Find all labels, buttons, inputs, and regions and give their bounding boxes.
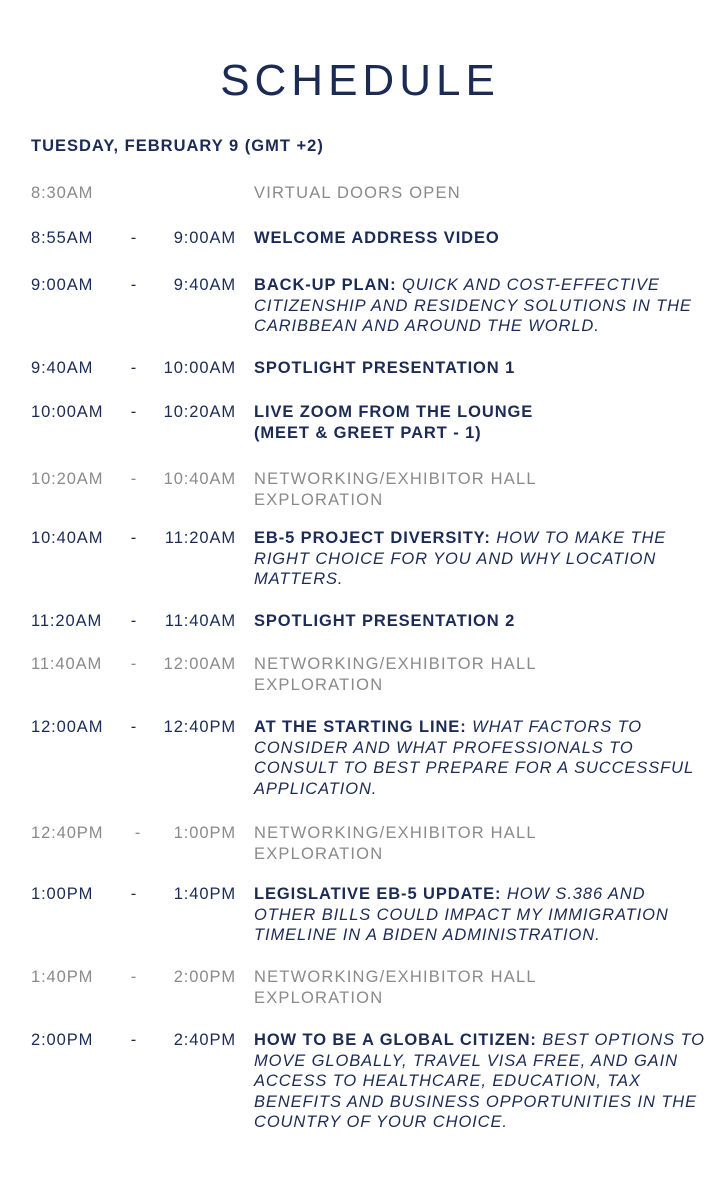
start-time: 8:30AM (31, 184, 94, 202)
start-time: 9:00AM (31, 276, 94, 294)
time-separator: - (130, 612, 138, 630)
time-separator: - (130, 529, 138, 547)
session-title: LIVE ZOOM FROM THE LOUNGE (MEET & GREET PART - 1) (254, 403, 534, 442)
session-heading: BACK-UP PLAN: (254, 276, 397, 294)
session-title: SPOTLIGHT PRESENTATION 1 (254, 359, 516, 377)
end-time: 11:20AM (164, 529, 236, 547)
session-title: NETWORKING/EXHIBITOR HALL EXPLORATION (254, 655, 537, 694)
end-time: 10:00AM (163, 359, 236, 377)
time-separator: - (130, 655, 138, 673)
time-separator: - (130, 968, 138, 986)
time-separator: - (130, 229, 138, 247)
time-separator: - (130, 718, 138, 736)
session-title (254, 275, 712, 337)
end-time: 12:40PM (163, 718, 236, 736)
end-time: 10:20AM (163, 403, 236, 421)
session-detail: HOW S.386 AND OTHER BILLS COULD IMPACT MY IMMIGRATION TIMELINE IN A BIDEN ADMINISTRATION. (254, 885, 669, 944)
session-detail: HOW TO MAKE THE RIGHT CHOICE FOR YOU AND WHY LOCATION MATTERS. (254, 529, 667, 588)
start-time: 8:55AM (31, 229, 94, 247)
start-time: 1:00PM (31, 885, 94, 903)
time-separator: - (130, 1031, 138, 1049)
time-separator: - (130, 403, 138, 421)
start-time: 10:20AM (31, 470, 104, 488)
start-time: 12:00AM (31, 718, 104, 736)
end-time: 1:40PM (173, 885, 236, 903)
time-separator: - (130, 885, 138, 903)
end-time: 11:40AM (164, 612, 236, 630)
session-title: NETWORKING/EXHIBITOR HALL EXPLORATION (254, 824, 537, 863)
session-heading: AT THE STARTING LINE: (254, 718, 467, 736)
end-time: 12:00AM (163, 655, 236, 673)
start-time: 12:40PM (31, 824, 104, 842)
start-time: 1:40PM (31, 968, 94, 986)
session-title: WELCOME ADDRESS VIDEO (254, 229, 500, 247)
session-title: NETWORKING/EXHIBITOR HALL EXPLORATION (254, 470, 537, 509)
time-separator: - (130, 276, 138, 294)
session-title (254, 717, 712, 799)
start-time: 11:40AM (31, 655, 103, 673)
end-time: 2:00PM (173, 968, 236, 986)
page-title: SCHEDULE (220, 56, 500, 105)
end-time: 9:40AM (173, 276, 236, 294)
session-title (254, 528, 712, 590)
session-title (254, 884, 712, 946)
end-time: 10:40AM (163, 470, 236, 488)
session-detail: QUICK AND COST-EFFECTIVE CITIZENSHIP AND RESIDENCY SOLUTIONS IN THE CARIBBEAN AND AROUND THE WORLD. (254, 276, 692, 335)
start-time: 10:40AM (31, 529, 104, 547)
start-time: 9:40AM (31, 359, 94, 377)
session-title (254, 1030, 712, 1133)
session-heading: HOW TO BE A GLOBAL CITIZEN: (254, 1031, 537, 1049)
end-time: 1:00PM (173, 824, 236, 842)
end-time: 2:40PM (173, 1031, 236, 1049)
session-title: SPOTLIGHT PRESENTATION 2 (254, 612, 516, 630)
session-heading: LEGISLATIVE EB-5 UPDATE: (254, 885, 502, 903)
time-separator: - (130, 359, 138, 377)
schedule-date: TUESDAY, FEBRUARY 9 (GMT +2) (31, 137, 324, 155)
start-time: 2:00PM (31, 1031, 94, 1049)
start-time: 10:00AM (31, 403, 104, 421)
session-detail: BEST OPTIONS TO MOVE GLOBALLY, TRAVEL VISA FREE, AND GAIN ACCESS TO HEALTHCARE, EDUCATION, TAX BENEFITS AND BUSINESS OPPORTUNITIES IN THE COUNTRY OF YOUR CHOICE. (254, 1031, 705, 1131)
time-separator: - (134, 824, 142, 842)
start-time: 11:20AM (31, 612, 103, 630)
time-separator: - (130, 470, 138, 488)
session-title: VIRTUAL DOORS OPEN (254, 184, 461, 202)
end-time: 9:00AM (173, 229, 236, 247)
session-detail: WHAT FACTORS TO CONSIDER AND WHAT PROFESSIONALS TO CONSULT TO BEST PREPARE FOR A SUCCESSFUL APPLICATION. (254, 718, 694, 798)
session-title: NETWORKING/EXHIBITOR HALL EXPLORATION (254, 968, 537, 1007)
session-heading: EB-5 PROJECT DIVERSITY: (254, 529, 491, 547)
